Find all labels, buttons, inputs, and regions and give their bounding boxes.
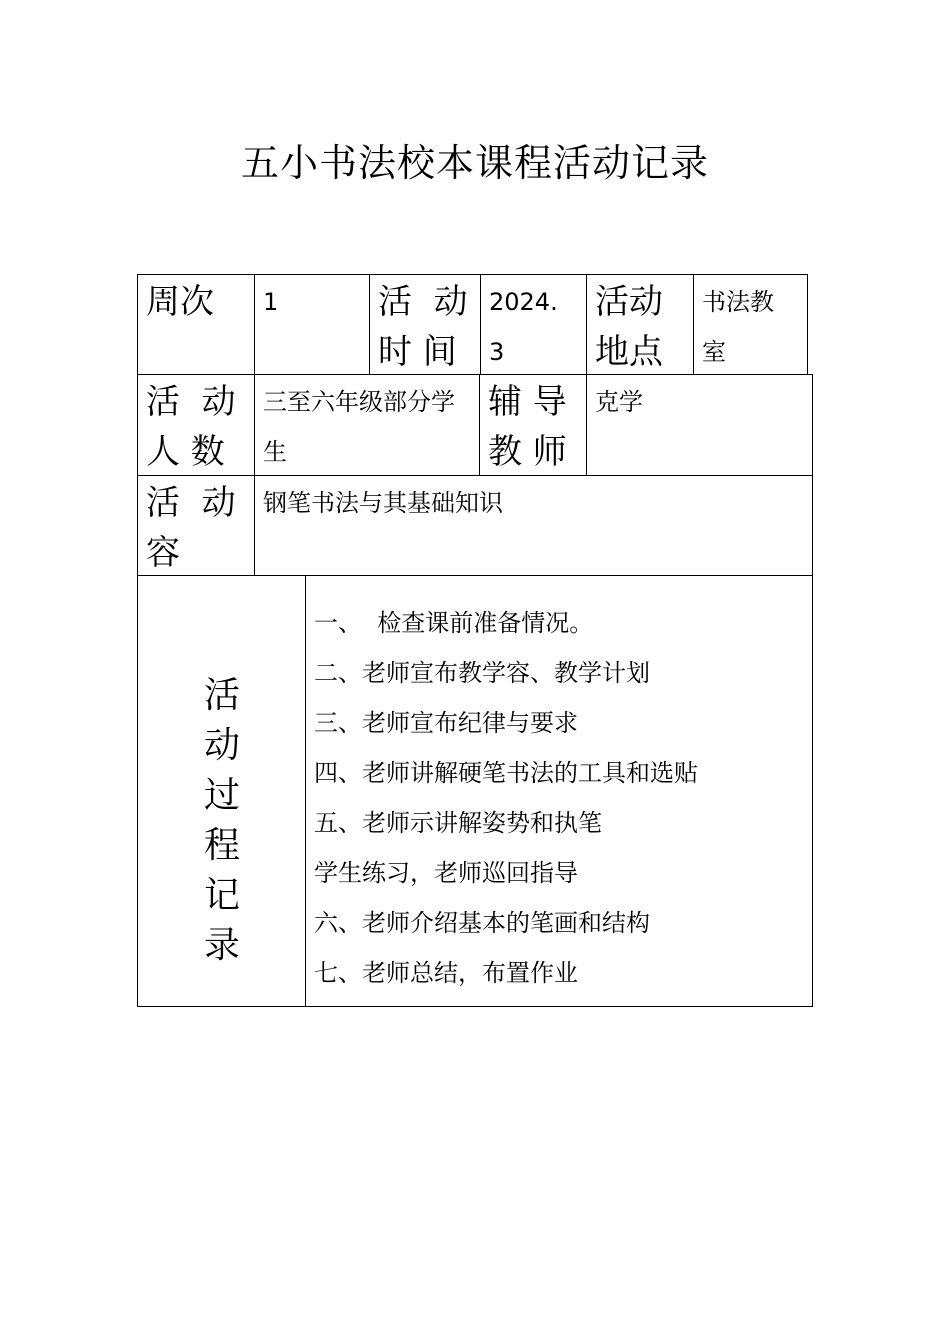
place-value-cell — [693, 274, 808, 375]
content-label-cell — [137, 475, 255, 576]
content-label-line2: 容 — [146, 533, 180, 573]
teacher-value: 克学 — [595, 388, 643, 416]
week-value-cell — [254, 274, 370, 375]
process-label-cell — [137, 575, 306, 1007]
page-title: 五小书法校本课程活动记录 — [240, 141, 709, 185]
time-value-line2: 3 — [489, 338, 505, 366]
week-label-cell — [137, 274, 255, 375]
process-label — [138, 671, 306, 971]
people-label-line1: 活 动 — [146, 382, 236, 422]
place-label-line1: 活动 — [595, 282, 663, 322]
place-value-line1: 书法教 — [702, 288, 774, 316]
process-step: 一、 检查课前准备情况。 — [314, 609, 594, 637]
teacher-value-cell — [586, 374, 813, 476]
process-step: 六、老师介绍基本的笔画和结构 — [314, 909, 650, 937]
week-value: 1 — [263, 288, 279, 316]
content-value: 钢笔书法与其基础知识 — [263, 489, 503, 517]
place-label-cell — [586, 274, 694, 375]
process-step: 四、老师讲解硬笔书法的工具和选贴 — [314, 759, 698, 787]
teacher-label-cell — [479, 374, 587, 476]
people-value-line2: 生 — [263, 438, 287, 466]
week-label: 周次 — [146, 282, 214, 322]
time-label-line2: 时 间 — [378, 332, 457, 372]
people-label-cell — [137, 374, 255, 476]
process-step: 三、老师宣布纪律与要求 — [314, 709, 578, 737]
process-label-char: 记 — [203, 875, 240, 916]
process-step: 七、老师总结，布置作业 — [314, 959, 578, 987]
process-step: 二、老师宣布教学容、教学计划 — [314, 659, 650, 687]
process-label-char: 录 — [203, 925, 240, 966]
time-value-cell — [480, 274, 587, 375]
teacher-label-line1: 辅 导 — [488, 382, 567, 422]
process-step: 学生练习，老师巡回指导 — [314, 859, 578, 887]
process-step: 五、老师示讲解姿势和执笔 — [314, 809, 602, 837]
place-value-line2: 室 — [702, 338, 726, 366]
process-steps-cell — [305, 575, 813, 1007]
teacher-label-line2: 教 师 — [488, 432, 567, 472]
people-value-line1: 三至六年级部分学 — [263, 388, 455, 416]
place-label-line2: 地点 — [595, 332, 663, 372]
process-label-char: 动 — [203, 725, 240, 766]
process-label-char: 活 — [203, 675, 240, 716]
time-label-cell — [369, 274, 481, 375]
time-value-line1: 2024. — [489, 288, 558, 316]
time-label-line1: 活 动 — [378, 282, 468, 322]
people-value-cell — [254, 374, 480, 476]
content-label-line1: 活 动 — [146, 483, 236, 523]
process-label-char: 程 — [203, 825, 240, 866]
people-label-line2: 人 数 — [146, 432, 225, 472]
process-label-char: 过 — [203, 775, 240, 816]
process-steps — [314, 598, 698, 998]
content-value-cell — [254, 475, 813, 576]
